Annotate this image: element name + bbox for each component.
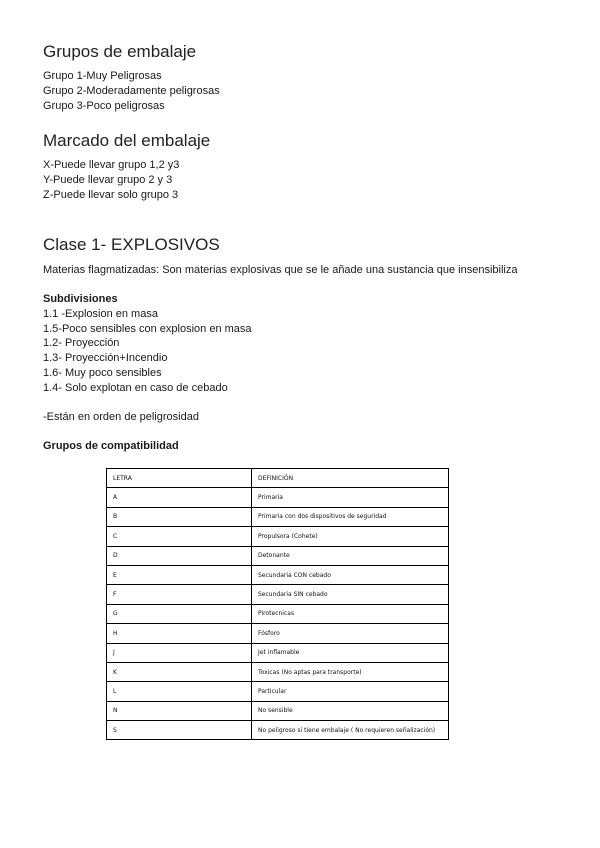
table-cell-letter: L	[107, 682, 252, 701]
table-row	[107, 643, 449, 662]
table-cell-definition: Jet inflamable	[252, 643, 449, 662]
table-cell-definition: Fósforo	[252, 624, 449, 643]
table-row	[107, 488, 449, 507]
table-cell-definition: Secundaria SIN cebado	[252, 585, 449, 604]
table-header-cell: LETRA	[107, 469, 252, 488]
class1-title: Clase 1- EXPLOSIVOS	[43, 235, 220, 254]
table-cell-letter: A	[107, 488, 252, 507]
table-cell-definition: Secundaria CON cebado	[252, 565, 449, 584]
table-cell-letter: K	[107, 662, 252, 681]
table-cell-letter: F	[107, 585, 252, 604]
table-cell-definition: No peligroso si tiene embalaje ( No requieren señalización)	[252, 721, 449, 740]
marking-line: X-Puede llevar grupo 1,2 y3	[43, 159, 180, 171]
table-header-cell: DEFINICIÓN	[252, 469, 449, 488]
packaging-group-line: Grupo 3-Poco peligrosas	[43, 100, 165, 112]
packaging-group-line: Grupo 1-Muy Peligrosas	[43, 70, 162, 82]
subdivision-item: 1.4- Solo explotan en caso de cebado	[43, 382, 228, 394]
table-row	[107, 527, 449, 546]
table-cell-definition: Particular	[252, 682, 449, 701]
packaging-groups-title: Grupos de embalaje	[43, 42, 197, 61]
compat-heading: Grupos de compatibilidad	[43, 440, 179, 452]
table-cell-letter: H	[107, 624, 252, 643]
table-row	[107, 565, 449, 584]
table-cell-letter: B	[107, 507, 252, 526]
table-cell-letter: D	[107, 546, 252, 565]
packaging-group-line: Grupo 2-Moderadamente peligrosas	[43, 85, 220, 97]
table-cell-letter: G	[107, 604, 252, 623]
table-row	[107, 624, 449, 643]
subdivision-item: 1.2- Proyección	[43, 337, 120, 349]
table-cell-letter: J	[107, 643, 252, 662]
table-row	[107, 701, 449, 720]
table-row	[107, 585, 449, 604]
table-cell-definition: No sensible	[252, 701, 449, 720]
table-row	[107, 604, 449, 623]
table-cell-definition: Pirotecnicas	[252, 604, 449, 623]
table-cell-letter: E	[107, 565, 252, 584]
table-row	[107, 682, 449, 701]
subdivision-item: 1.1 -Explosion en masa	[43, 308, 158, 320]
table-row	[107, 546, 449, 565]
table-cell-definition: Propulsora (Cohete)	[252, 527, 449, 546]
marking-line: Y-Puede llevar grupo 2 y 3	[43, 174, 173, 186]
table-cell-definition: Primaria con dos dispositivos de seguridad	[252, 507, 449, 526]
table-row	[107, 721, 449, 740]
marking-title: Marcado del embalaje	[43, 131, 211, 150]
order-note: -Están en orden de peligrosidad	[43, 411, 199, 423]
marking-line: Z-Puede llevar solo grupo 3	[43, 189, 179, 201]
table-cell-definition: Detonante	[252, 546, 449, 565]
class1-description: Materias flagmatizadas: Son materias explosivas que se le añade una sustancia que insensibiliza	[43, 264, 518, 276]
table-cell-letter: C	[107, 527, 252, 546]
table-row	[107, 662, 449, 681]
table-header-row	[107, 469, 449, 488]
table-cell-definition: Toxicas (No aptas para transporte)	[252, 662, 449, 681]
table-cell-letter: S	[107, 721, 252, 740]
subdivision-item: 1.5-Poco sensibles con explosion en masa	[43, 323, 252, 335]
table-cell-definition: Primaria	[252, 488, 449, 507]
compatibility-table	[106, 468, 449, 740]
subdivision-item: 1.6- Muy poco sensibles	[43, 367, 162, 379]
subdivision-item: 1.3- Proyección+Incendio	[43, 352, 168, 364]
table-row	[107, 507, 449, 526]
table-cell-letter: N	[107, 701, 252, 720]
subdivisions-heading: Subdivisiones	[43, 293, 118, 305]
